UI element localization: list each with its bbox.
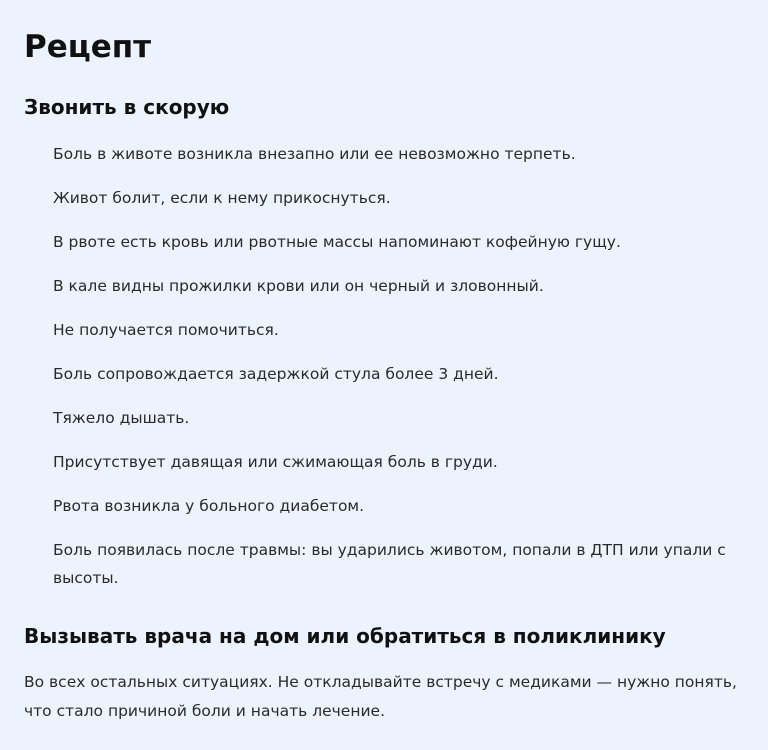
page-title: Рецепт (24, 29, 152, 65)
list-item: Рвота возникла у больного диабетом. (53, 497, 365, 515)
doctor-paragraph: Во всех остальных ситуациях. Не откладывайте встречу с медиками — нужно понять, что стало причиной боли и начать лечение. (24, 673, 737, 720)
list-item: Не получается помочиться. (53, 321, 279, 339)
list-item: Тяжело дышать. (53, 409, 190, 427)
list-item: Присутствует давящая или сжимающая боль в груди. (53, 453, 498, 471)
list-item: В кале видны прожилки крови или он черный и зловонный. (53, 277, 544, 295)
section-heading-call-doctor: Вызывать врача на дом или обратиться в поликлинику (24, 624, 666, 648)
ambulance-symptoms-list (53, 140, 733, 592)
list-item: Боль появилась после травмы: вы ударились животом, попали в ДТП или упали с высоты. (53, 541, 726, 587)
list-item: Живот болит, если к нему прикоснуться. (53, 189, 391, 207)
list-item: В рвоте есть кровь или рвотные массы напоминают кофейную гущу. (53, 233, 621, 251)
list-item: Боль сопровождается задержкой стула более 3 дней. (53, 365, 499, 383)
list-item: Боль в животе возникла внезапно или ее невозможно терпеть. (53, 145, 576, 163)
section-heading-call-ambulance: Звонить в скорую (24, 95, 230, 119)
